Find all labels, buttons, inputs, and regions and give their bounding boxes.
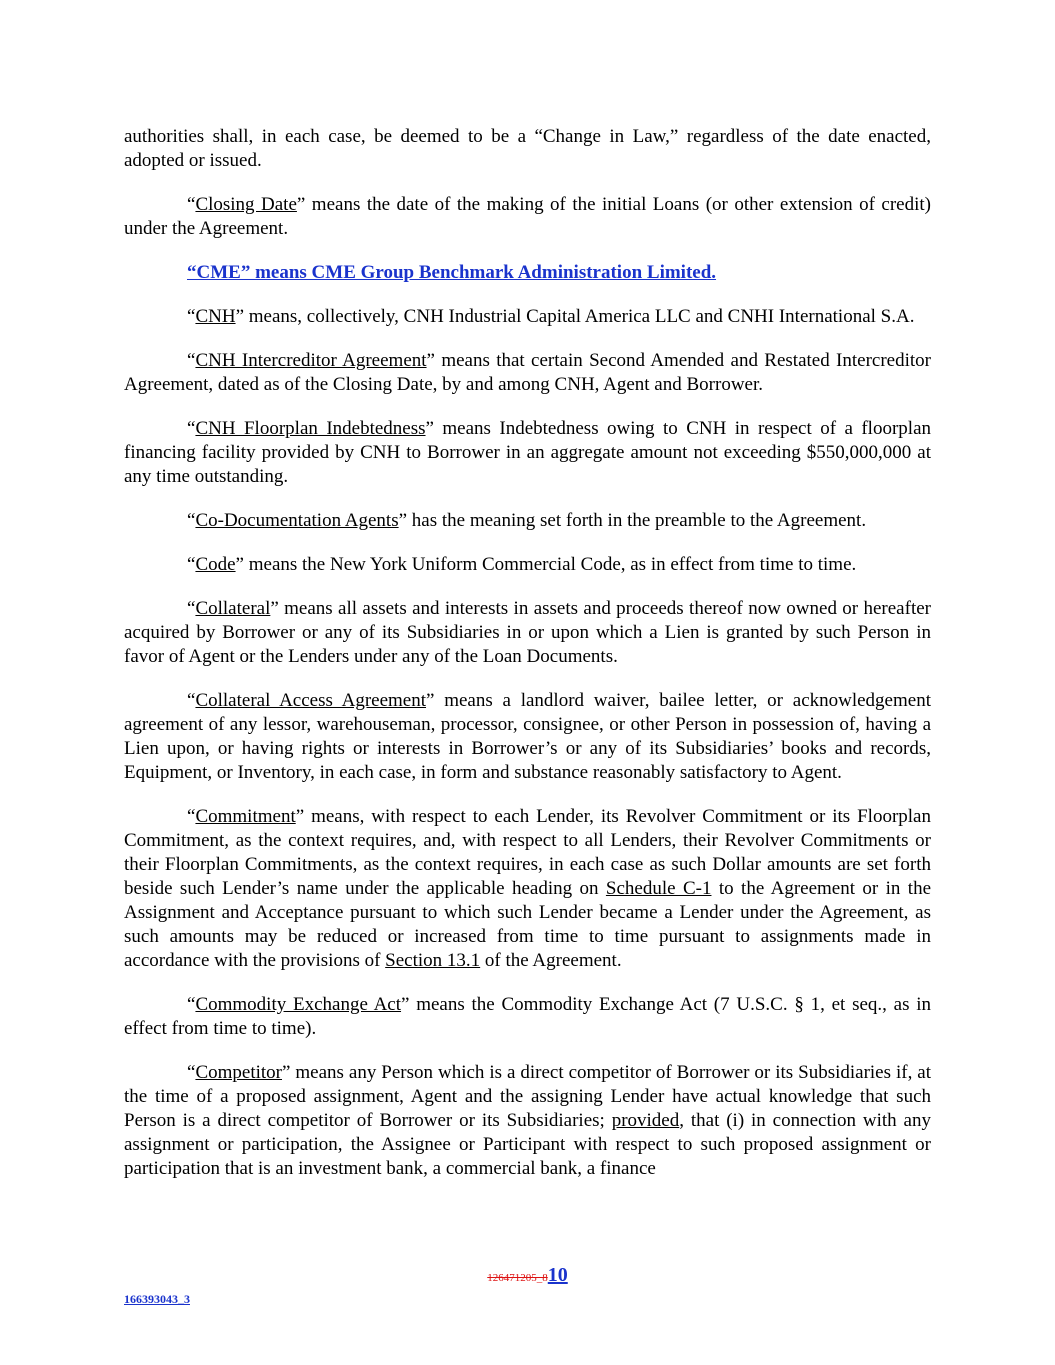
definition-closing-date: “Closing Date” means the date of the making of the initial Loans (or other extension of credit) under the Agreement. bbox=[124, 194, 931, 239]
definition-cme-inserted bbox=[124, 261, 931, 285]
defined-term: Commitment bbox=[195, 806, 296, 827]
document-id: 166393043_3 bbox=[124, 1292, 190, 1306]
definition-collateral-access-agreement: “Collateral Access Agreement” means a landlord waiver, bailee letter, or acknowledgement agreement of any lessor, warehouseman, processor, consignee, or other Person in possession of, having a Lien upon, or having rights or interests in Borrower’s or any of its Subsidiaries’ books and records, Equipment, or Inventory, in each case, in form and substance reasonably satisfactory to Agent. bbox=[124, 690, 931, 783]
deleted-document-id: 126471205_8 bbox=[487, 1272, 548, 1284]
definition-commodity-exchange-act: “Commodity Exchange Act” means the Commodity Exchange Act (7 U.S.C. § 1, et seq., as in effect from time to time). bbox=[124, 994, 932, 1039]
page-footer bbox=[0, 1263, 1055, 1290]
defined-term: CNH bbox=[195, 306, 236, 327]
section-reference: Section 13.1 bbox=[385, 950, 481, 971]
inserted-text: “CME” means CME Group Benchmark Administration Limited. bbox=[187, 262, 717, 283]
document-body bbox=[124, 125, 931, 1201]
defined-term: CNH Floorplan Indebtedness bbox=[195, 418, 426, 439]
schedule-reference: Schedule C-1 bbox=[605, 878, 712, 899]
definition-code: “Code” means the New York Uniform Commercial Code, as in effect from time to time. bbox=[187, 554, 857, 575]
defined-term: Competitor bbox=[195, 1062, 282, 1083]
definition-commitment: “Commitment” means, with respect to each Lender, its Revolver Commitment or its Floorplan Commitment, as the context requires, and, with respect to all Lenders, their Revolver Commitments or their Floorplan Commitments, as the context requires, in each case as such Dollar amounts are set forth beside such Lender’s name under the applicable heading on Schedule C-1 to the Agreement or in the Assignment and Acceptance pursuant to which such Lender became a Lender under the Agreement, as such amounts may be reduced or increased from time to time pursuant to assignments made in accordance with the provisions of Section 13.1 of the Agreement. bbox=[124, 806, 931, 971]
definition-collateral: “Collateral” means all assets and interests in assets and proceeds thereof now owned or hereafter acquired by Borrower or any of its Subsidiaries in or upon which a Lien is granted by such Person in favor of Agent or the Lenders under any of the Loan Documents. bbox=[124, 598, 931, 667]
defined-term: Closing Date bbox=[195, 194, 297, 215]
defined-term: Code bbox=[195, 554, 236, 575]
paragraph-change-in-law-continuation: authorities shall, in each case, be deemed to be a “Change in Law,” regardless of the date enacted, adopted or issued. bbox=[124, 126, 931, 171]
defined-term: Co-Documentation Agents bbox=[195, 510, 399, 531]
definition-co-documentation-agents: “Co-Documentation Agents” has the meaning set forth in the preamble to the Agreement. bbox=[187, 510, 867, 531]
provided-term: provided bbox=[611, 1110, 680, 1131]
definition-cnh: “CNH” means, collectively, CNH Industrial Capital America LLC and CNHI International S.A. bbox=[187, 306, 915, 327]
definition-competitor: “Competitor” means any Person which is a direct competitor of Borrower or its Subsidiaries if, at the time of a proposed assignment, Agent and the assigning Lender have actual knowledge that such Person is a direct competitor of Borrower or its Subsidiaries; provided, that (i) in connection with any assignment or participation, the Assignee or Participant with respect to such proposed assignment or participation that is an investment bank, a commercial bank, a finance bbox=[124, 1062, 931, 1179]
definition-cnh-floorplan-indebtedness: “CNH Floorplan Indebtedness” means Indebtedness owing to CNH in respect of a floorplan financing facility provided by CNH to Borrower in an aggregate amount not exceeding $550,000,000 at any time outstanding. bbox=[124, 418, 932, 487]
defined-term: Collateral bbox=[195, 598, 271, 619]
defined-term: Collateral Access Agreement bbox=[195, 690, 427, 711]
defined-term: Commodity Exchange Act bbox=[195, 994, 402, 1015]
page-number: 10 bbox=[547, 1264, 568, 1286]
defined-term: CNH Intercreditor Agreement bbox=[195, 350, 427, 371]
definition-cnh-intercreditor-agreement: “CNH Intercreditor Agreement” means that certain Second Amended and Restated Intercreditor Agreement, dated as of the Closing Date, by and among CNH, Agent and Borrower. bbox=[124, 350, 931, 395]
